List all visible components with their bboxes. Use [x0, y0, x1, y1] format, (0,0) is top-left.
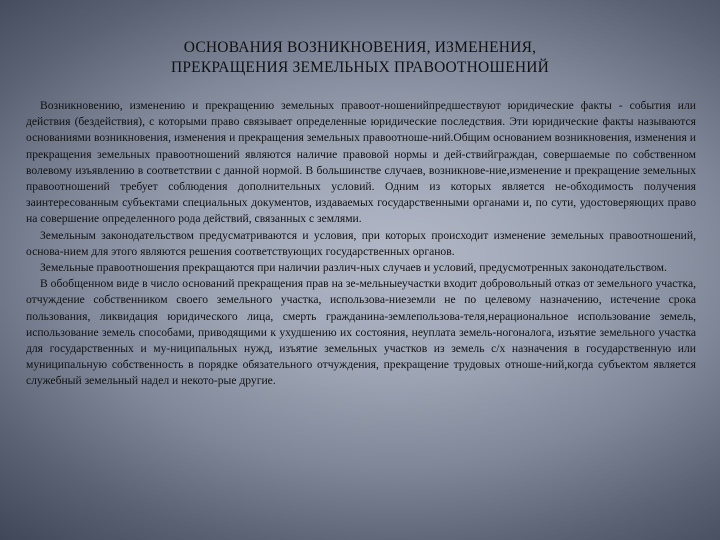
paragraph-termination-grounds: В обобщенном виде в число оснований прекращения прав на зе-мельныеучастки входит добровольный отказ от земельного участка, отчуждение собственником своего земельного участка, использова-ниеземли не по целевому назначению, истечение срока пользования, ликвидация юридического лица, смерть гражданина-землепользова-теля,нерациональное использование земель, использование земель способами, приводящими к ухудшению их состояния, неуплата земель-ногоналога, изъятие земельного участка для государственных и му-ниципальных нужд, изъятие земельных участков из земель с/х назначения в государственную или муниципальную собственность в порядке обязательного отчуждения, прекращение трудовых отноше-ний,когда субъектом является служебный земельный надел и некото-рые другие. — [26, 277, 696, 388]
slide-title-line-2: ПРЕКРАЩЕНИЯ ЗЕМЕЛЬНЫХ ПРАВООТНОШЕНИЙ — [170, 59, 550, 76]
slide-title — [60, 38, 660, 78]
paragraph-legal-facts: Возникновению, изменению и прекращению земельных правоот-ношенийпредшествуют юридические факты - события или действия (бездействия), с которыми право связывает определенные юридические последствия. Эти юридические факты называются основаниями возникновения, изменения и прекращения земельных правоотноше-ний.Общим основанием возникновения, изменения и прекращения земельных правоотношений являются наличие правовой нормы и дей-ствийграждан, совершаемые по собственном волевому изъявлению в соответствии с данной нормой. В большинстве случаев, возникнове-ние,изменение и прекращение земельных правоотношений требует соблюдения дополнительных условий. Одним из которых является не-обходимость получения заинтересованным субъектами специальных документов, издаваемых государственными органами и, по сути, удостоверяющих право на совершение определенного рода действий, связанных с землями. — [26, 99, 696, 226]
slide-body — [26, 98, 696, 390]
paragraph-change-conditions: Земельным законодательством предусматриваются и условия, при которых происходит изменение земельных правоотношений, основа-нием для этого являются решения соответствующих государственных органов. — [26, 228, 696, 258]
slide-title-line-1: ОСНОВАНИЯ ВОЗНИКНОВЕНИЯ, ИЗМЕНЕНИЯ, — [183, 39, 537, 56]
paragraph-termination-cases: Земельные правоотношения прекращаются при наличии различ-ных случаев и условий, предусмотренных законодательством. — [40, 261, 667, 275]
